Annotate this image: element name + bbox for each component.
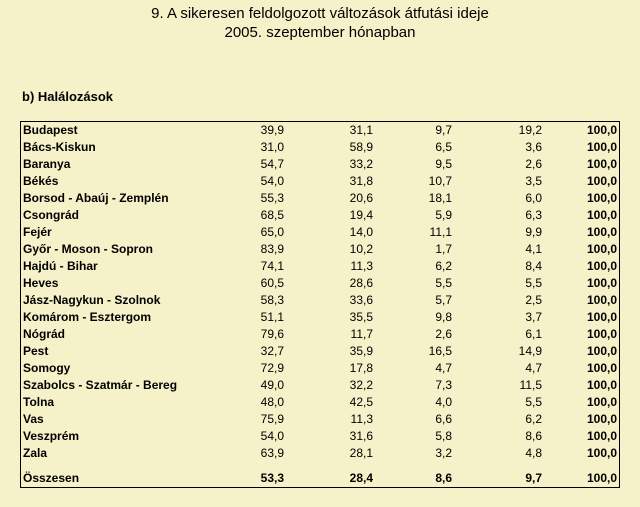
value-cell-2: 17,8 xyxy=(349,361,373,375)
spacer-cell xyxy=(198,462,286,470)
table-row xyxy=(21,207,620,224)
total-cell: 100,0 xyxy=(586,140,617,154)
value-cell-4: 8,6 xyxy=(525,429,542,443)
value-cell-4: 5,5 xyxy=(525,395,542,409)
table-row xyxy=(21,309,620,326)
value-cell-4: 6,1 xyxy=(525,327,542,341)
table-row xyxy=(21,122,620,140)
value-cell-3: 6,2 xyxy=(435,259,452,273)
total-cell: 100,0 xyxy=(586,361,617,375)
value-cell-4: 6,2 xyxy=(525,412,542,426)
county-name-cell: Heves xyxy=(23,276,59,290)
spacer-row xyxy=(21,462,620,470)
table-row xyxy=(21,394,620,411)
total-cell: 100,0 xyxy=(586,174,617,188)
value-cell-3: 10,7 xyxy=(428,174,452,188)
total-cell: 100,0 xyxy=(586,191,617,205)
value-cell-3: 6,5 xyxy=(435,140,452,154)
value-cell-3: 4,0 xyxy=(435,395,452,409)
value-cell-1: 72,9 xyxy=(260,361,284,375)
value-cell-1: 51,1 xyxy=(260,310,284,324)
value-cell-3: 18,1 xyxy=(428,191,452,205)
total-cell: 100,0 xyxy=(586,471,617,485)
value-cell-1: 68,5 xyxy=(260,208,284,222)
value-cell-1: 79,6 xyxy=(260,327,284,341)
value-cell-2: 28,1 xyxy=(349,446,373,460)
county-name-cell: Fejér xyxy=(23,225,52,239)
total-cell: 100,0 xyxy=(586,446,617,460)
value-cell-2: 33,6 xyxy=(349,293,373,307)
value-cell-2: 19,4 xyxy=(349,208,373,222)
county-name-cell: Somogy xyxy=(23,361,71,375)
value-cell-3: 16,5 xyxy=(428,344,452,358)
value-cell-2: 35,5 xyxy=(349,310,373,324)
value-cell-3: 9,7 xyxy=(435,123,452,137)
total-cell: 100,0 xyxy=(586,327,617,341)
total-cell: 100,0 xyxy=(586,208,617,222)
value-cell-2: 33,2 xyxy=(349,157,373,171)
value-cell-4: 6,0 xyxy=(525,191,542,205)
value-cell-2: 28,4 xyxy=(349,471,373,485)
total-cell: 100,0 xyxy=(586,429,617,443)
value-cell-2: 14,0 xyxy=(349,225,373,239)
total-cell: 100,0 xyxy=(586,412,617,426)
value-cell-4: 6,3 xyxy=(525,208,542,222)
county-name-cell: Békés xyxy=(23,174,59,188)
value-cell-1: 65,0 xyxy=(260,225,284,239)
county-name-cell: Bács-Kiskun xyxy=(23,140,96,154)
value-cell-4: 4,8 xyxy=(525,446,542,460)
county-name-cell: Tolna xyxy=(23,395,55,409)
value-cell-4: 2,5 xyxy=(525,293,542,307)
spacer-cell xyxy=(286,462,375,470)
total-cell: 100,0 xyxy=(586,293,617,307)
value-cell-4: 3,6 xyxy=(525,140,542,154)
table-row xyxy=(21,292,620,309)
value-cell-3: 1,7 xyxy=(435,242,452,256)
table-row xyxy=(21,241,620,258)
table-row xyxy=(21,139,620,156)
value-cell-1: 54,0 xyxy=(260,174,284,188)
table-row xyxy=(21,258,620,275)
total-cell: 100,0 xyxy=(586,259,617,273)
spacer-cell xyxy=(21,462,199,470)
value-cell-2: 42,5 xyxy=(349,395,373,409)
table-row xyxy=(21,326,620,343)
value-cell-4: 5,5 xyxy=(525,276,542,290)
table-row xyxy=(21,377,620,394)
total-cell: 100,0 xyxy=(586,378,617,392)
value-cell-1: 39,9 xyxy=(260,123,284,137)
value-cell-4: 11,5 xyxy=(519,378,542,392)
value-cell-2: 32,2 xyxy=(349,378,373,392)
value-cell-1: 83,9 xyxy=(260,242,284,256)
value-cell-1: 74,1 xyxy=(260,259,284,273)
county-name-cell: Nógrád xyxy=(23,327,65,341)
table-row xyxy=(21,275,620,292)
value-cell-3: 5,7 xyxy=(435,293,452,307)
county-name-cell: Szabolcs - Szatmár - Bereg xyxy=(23,378,178,392)
value-cell-2: 58,9 xyxy=(349,140,373,154)
table-row xyxy=(21,360,620,377)
county-name-cell: Győr - Moson - Sopron xyxy=(23,242,153,256)
value-cell-2: 20,6 xyxy=(349,191,373,205)
value-cell-4: 2,6 xyxy=(525,157,542,171)
value-cell-1: 48,0 xyxy=(260,395,284,409)
value-cell-3: 3,2 xyxy=(435,446,452,460)
table-row xyxy=(21,224,620,241)
value-cell-1: 54,0 xyxy=(260,429,284,443)
page-title: 9. A sikeresen feldolgozott változások átfutási ideje xyxy=(151,5,489,22)
value-cell-3: 5,9 xyxy=(435,208,452,222)
value-cell-4: 3,5 xyxy=(525,174,542,188)
value-cell-3: 6,6 xyxy=(435,412,452,426)
value-cell-4: 9,7 xyxy=(525,471,542,485)
value-cell-2: 10,2 xyxy=(349,242,373,256)
value-cell-1: 54,7 xyxy=(260,157,284,171)
value-cell-4: 14,9 xyxy=(518,344,542,358)
value-cell-1: 60,5 xyxy=(260,276,284,290)
county-name-cell: Jász-Nagykun - Szolnok xyxy=(23,293,161,307)
value-cell-1: 49,0 xyxy=(260,378,284,392)
value-cell-2: 11,7 xyxy=(350,327,373,341)
county-name-cell: Vas xyxy=(23,412,44,426)
spacer-cell xyxy=(544,462,620,470)
total-cell: 100,0 xyxy=(586,157,617,171)
county-name-cell: Budapest xyxy=(23,123,78,137)
value-cell-1: 53,3 xyxy=(260,471,284,485)
value-cell-1: 63,9 xyxy=(260,446,284,460)
total-cell: 100,0 xyxy=(586,123,617,137)
section-title: b) Halálozások xyxy=(22,89,114,104)
total-cell: 100,0 xyxy=(586,242,617,256)
table-row xyxy=(21,173,620,190)
table-row xyxy=(21,343,620,360)
data-table xyxy=(20,121,620,488)
value-cell-2: 31,1 xyxy=(349,123,373,137)
value-cell-2: 28,6 xyxy=(349,276,373,290)
value-cell-3: 7,3 xyxy=(435,378,452,392)
page-subtitle-period: 2005. szeptember hónapban xyxy=(224,24,416,41)
value-cell-1: 32,7 xyxy=(260,344,284,358)
total-cell: 100,0 xyxy=(586,310,617,324)
value-cell-1: 55,3 xyxy=(260,191,284,205)
county-name-cell: Összesen xyxy=(23,471,80,485)
value-cell-4: 19,2 xyxy=(518,123,542,137)
summary-row xyxy=(21,470,620,488)
value-cell-3: 11,1 xyxy=(429,225,452,239)
spacer-cell xyxy=(375,462,454,470)
county-name-cell: Pest xyxy=(23,344,49,358)
value-cell-2: 11,3 xyxy=(350,259,373,273)
county-name-cell: Csongrád xyxy=(23,208,80,222)
value-cell-3: 9,5 xyxy=(435,157,452,171)
table-body xyxy=(21,122,620,488)
county-name-cell: Hajdú - Bihar xyxy=(23,259,98,273)
table-row xyxy=(21,156,620,173)
value-cell-2: 31,6 xyxy=(349,429,373,443)
spacer-cell xyxy=(454,462,544,470)
value-cell-3: 5,8 xyxy=(435,429,452,443)
value-cell-2: 31,8 xyxy=(349,174,373,188)
county-name-cell: Zala xyxy=(23,446,48,460)
value-cell-4: 3,7 xyxy=(525,310,542,324)
total-cell: 100,0 xyxy=(586,344,617,358)
value-cell-4: 8,4 xyxy=(525,259,542,273)
value-cell-3: 9,8 xyxy=(435,310,452,324)
value-cell-3: 2,6 xyxy=(435,327,452,341)
value-cell-3: 5,5 xyxy=(435,276,452,290)
total-cell: 100,0 xyxy=(586,395,617,409)
county-name-cell: Komárom - Esztergom xyxy=(23,310,152,324)
value-cell-3: 8,6 xyxy=(435,471,452,485)
county-name-cell: Baranya xyxy=(23,157,71,171)
value-cell-1: 58,3 xyxy=(260,293,284,307)
value-cell-4: 9,9 xyxy=(525,225,542,239)
table-row xyxy=(21,411,620,428)
value-cell-4: 4,7 xyxy=(525,361,542,375)
county-name-cell: Veszprém xyxy=(23,429,80,443)
county-name-cell: Borsod - Abaúj - Zemplén xyxy=(23,191,169,205)
value-cell-2: 35,9 xyxy=(349,344,373,358)
value-cell-3: 4,7 xyxy=(435,361,452,375)
value-cell-4: 4,1 xyxy=(525,242,542,256)
value-cell-1: 31,0 xyxy=(260,140,284,154)
table-row xyxy=(21,190,620,207)
value-cell-1: 75,9 xyxy=(260,412,284,426)
table-row xyxy=(21,428,620,445)
table-row xyxy=(21,445,620,462)
value-cell-2: 11,3 xyxy=(350,412,373,426)
total-cell: 100,0 xyxy=(586,276,617,290)
total-cell: 100,0 xyxy=(586,225,617,239)
